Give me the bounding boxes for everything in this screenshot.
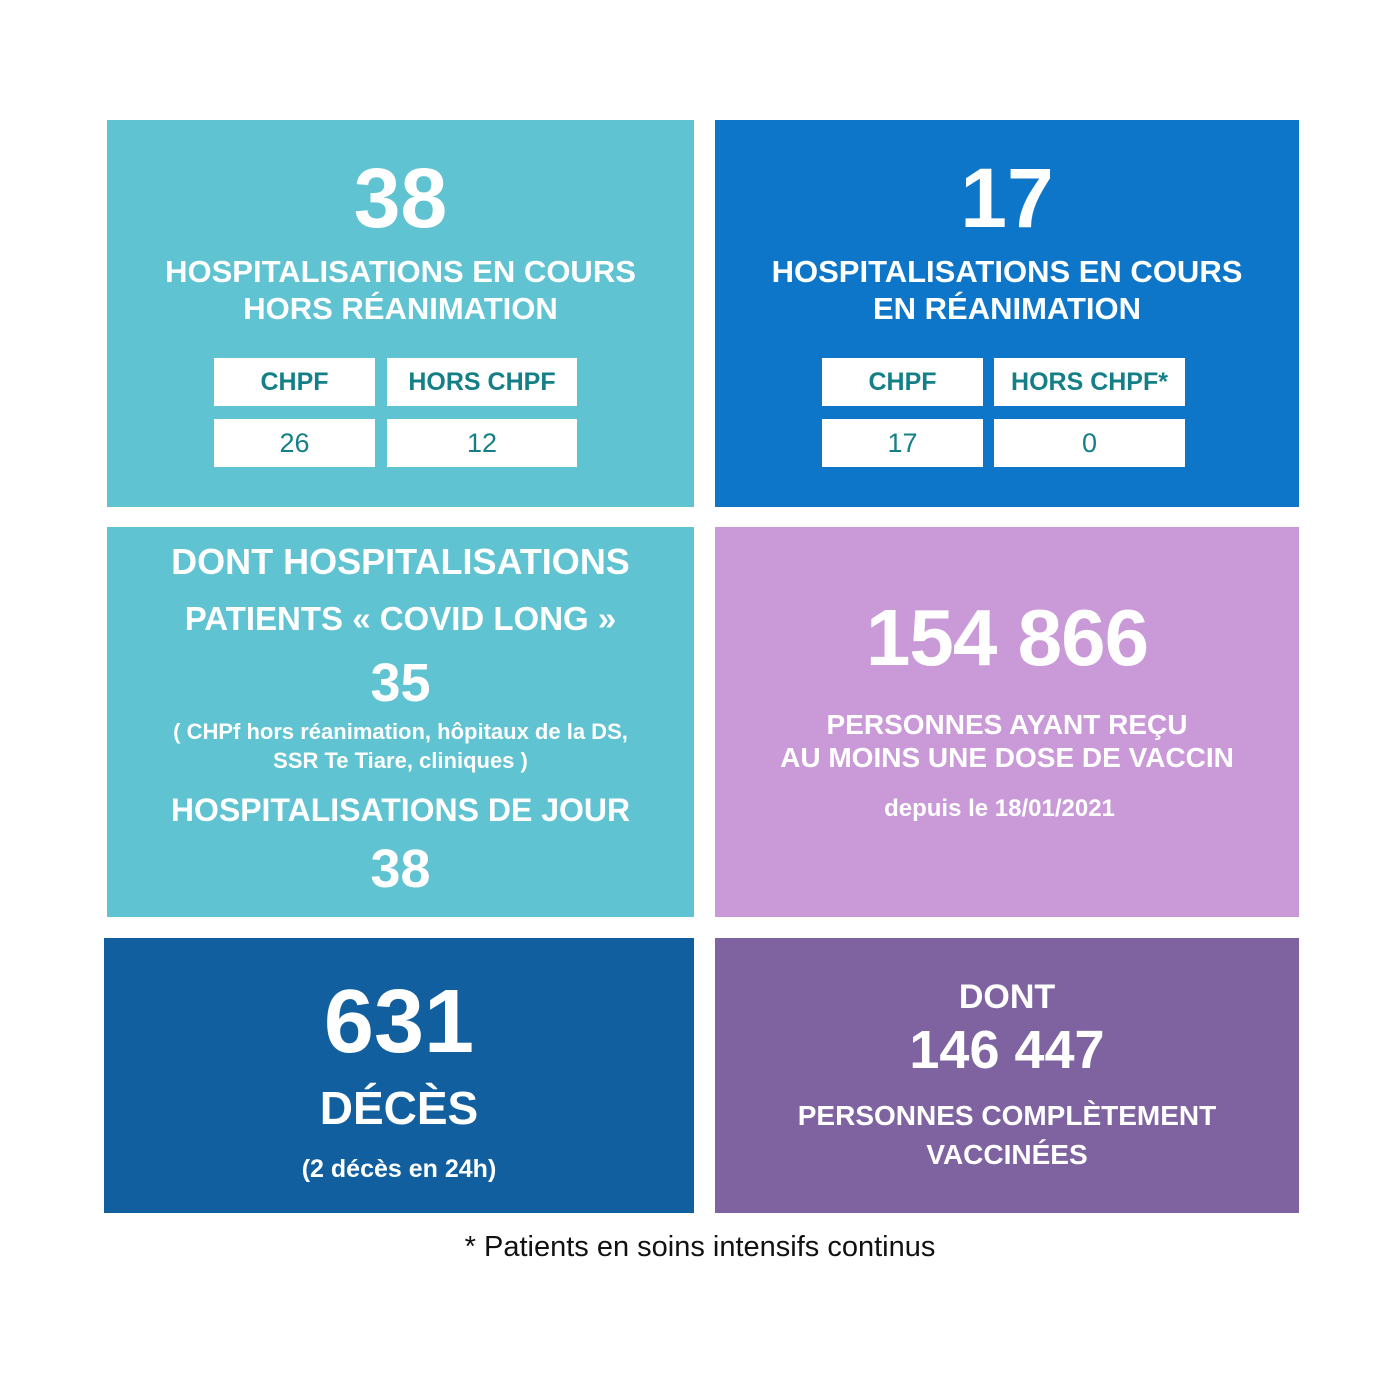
- en-reanimation-hors-chpf-header: HORS CHPF*: [994, 358, 1185, 406]
- vaccin-complet-value: 146 447: [909, 1020, 1105, 1080]
- vaccin-complet-prefix: DONT: [958, 978, 1056, 1016]
- hors-reanimation-title-line2: HORS RÉANIMATION: [243, 291, 558, 326]
- deces-value: 631: [323, 972, 475, 1072]
- en-reanimation-title-line2: EN RÉANIMATION: [872, 291, 1142, 326]
- deces-label: DÉCÈS: [319, 1082, 479, 1134]
- hospitalisations-de-jour-title: HOSPITALISATIONS DE JOUR: [170, 792, 631, 828]
- covid-long-note-line1: ( CHPf hors réanimation, hôpitaux de la DS,: [173, 719, 628, 744]
- en-reanimation-title-line1: HOSPITALISATIONS EN COURS: [771, 254, 1243, 289]
- covid-long-title-line2: PATIENTS « COVID LONG »: [184, 600, 617, 637]
- en-reanimation-hors-chpf-value: 0: [994, 419, 1185, 467]
- hospitalisations-en-reanimation-panel: [715, 120, 1299, 507]
- covid-long-value: 35: [370, 653, 431, 713]
- hospitalisations-hors-reanimation-panel: [107, 120, 694, 507]
- vaccin-une-dose-since: depuis le 18/01/2021: [884, 795, 1115, 822]
- covid-long-panel: [107, 527, 694, 917]
- hors-reanimation-hors-chpf-value: 12: [387, 419, 577, 467]
- en-reanimation-total: 17: [960, 151, 1054, 245]
- deces-24h-note: (2 décès en 24h): [301, 1155, 497, 1183]
- hors-reanimation-hors-chpf-header: HORS CHPF: [387, 358, 577, 406]
- hors-reanimation-total: 38: [353, 151, 448, 245]
- hospitalisations-de-jour-value: 38: [370, 839, 431, 899]
- vaccin-une-dose-value: 154 866: [865, 593, 1149, 682]
- en-reanimation-chpf-header: CHPF: [822, 358, 983, 406]
- vaccin-complet-panel: [715, 938, 1299, 1213]
- vaccin-une-dose-label-line1: PERSONNES AYANT REÇU: [826, 709, 1188, 740]
- deces-panel: [104, 938, 694, 1213]
- vaccin-complet-label-line2: VACCINÉES: [926, 1139, 1088, 1170]
- vaccin-une-dose-panel: [715, 527, 1299, 917]
- vaccin-complet-label-line1: PERSONNES COMPLÈTEMENT: [797, 1100, 1217, 1131]
- covid-long-title-line1: DONT HOSPITALISATIONS: [171, 541, 630, 582]
- en-reanimation-chpf-value: 17: [822, 419, 983, 467]
- hors-reanimation-chpf-value: 26: [214, 419, 375, 467]
- vaccin-une-dose-label-line2: AU MOINS UNE DOSE DE VACCIN: [780, 742, 1234, 773]
- hors-reanimation-chpf-header: CHPF: [214, 358, 375, 406]
- footnote: * Patients en soins intensifs continus: [464, 1231, 936, 1263]
- hors-reanimation-title-line1: HOSPITALISATIONS EN COURS: [165, 254, 636, 289]
- covid-long-note-line2: SSR Te Tiare, cliniques ): [273, 748, 528, 773]
